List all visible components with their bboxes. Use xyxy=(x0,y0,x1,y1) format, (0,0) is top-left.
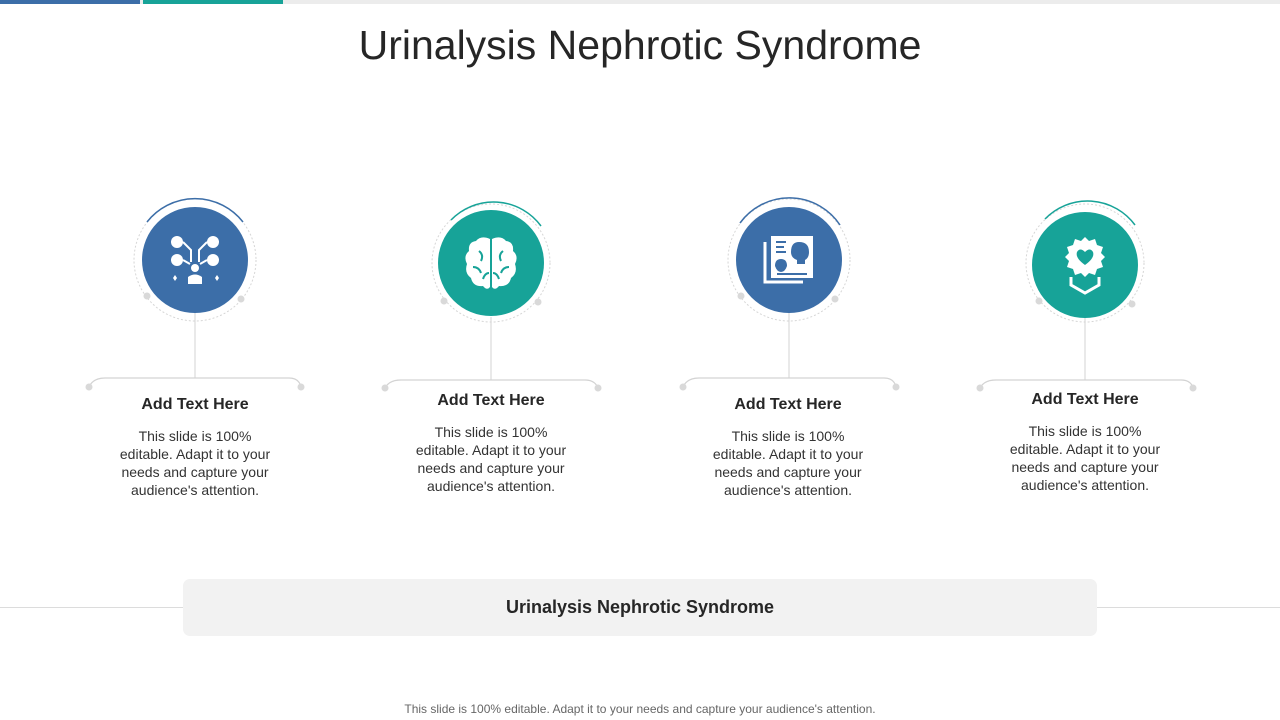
item-heading[interactable]: Add Text Here xyxy=(437,392,545,409)
brain-icon xyxy=(459,231,523,295)
summary-banner[interactable] xyxy=(183,579,1097,636)
info-item-3[interactable] xyxy=(658,195,918,515)
info-item-2[interactable] xyxy=(361,200,621,520)
item-heading[interactable]: Add Text Here xyxy=(141,396,249,413)
item-description[interactable]: This slide is 100% editable. Adapt it to your needs and capture your audience's attention. xyxy=(415,424,567,494)
item-icon-badge xyxy=(142,207,248,313)
item-description[interactable]: This slide is 100% editable. Adapt it to your needs and capture your audience's attention. xyxy=(712,428,864,498)
heart-badge-icon xyxy=(1053,233,1117,297)
medical-report-icon xyxy=(757,228,821,292)
item-heading[interactable]: Add Text Here xyxy=(734,396,842,413)
item-icon-badge xyxy=(438,210,544,316)
top-accent-teal xyxy=(143,0,283,4)
info-item-4[interactable] xyxy=(955,200,1215,520)
slide-title[interactable]: Urinalysis Nephrotic Syndrome xyxy=(358,22,922,68)
item-description[interactable]: This slide is 100% editable. Adapt it to your needs and capture your audience's attention. xyxy=(1009,423,1161,493)
item-heading[interactable]: Add Text Here xyxy=(1031,391,1139,408)
item-icon-badge xyxy=(1032,212,1138,318)
info-item-1[interactable] xyxy=(65,195,325,515)
banner-text[interactable]: Urinalysis Nephrotic Syndrome xyxy=(505,597,775,617)
item-description[interactable]: This slide is 100% editable. Adapt it to your needs and capture your audience's attention. xyxy=(119,428,271,498)
footer-note[interactable]: This slide is 100% editable. Adapt it to your needs and capture your audience's attention. xyxy=(404,702,876,716)
item-icon-badge xyxy=(736,207,842,313)
top-accent-blue xyxy=(0,0,140,4)
medical-network-icon xyxy=(163,228,227,292)
